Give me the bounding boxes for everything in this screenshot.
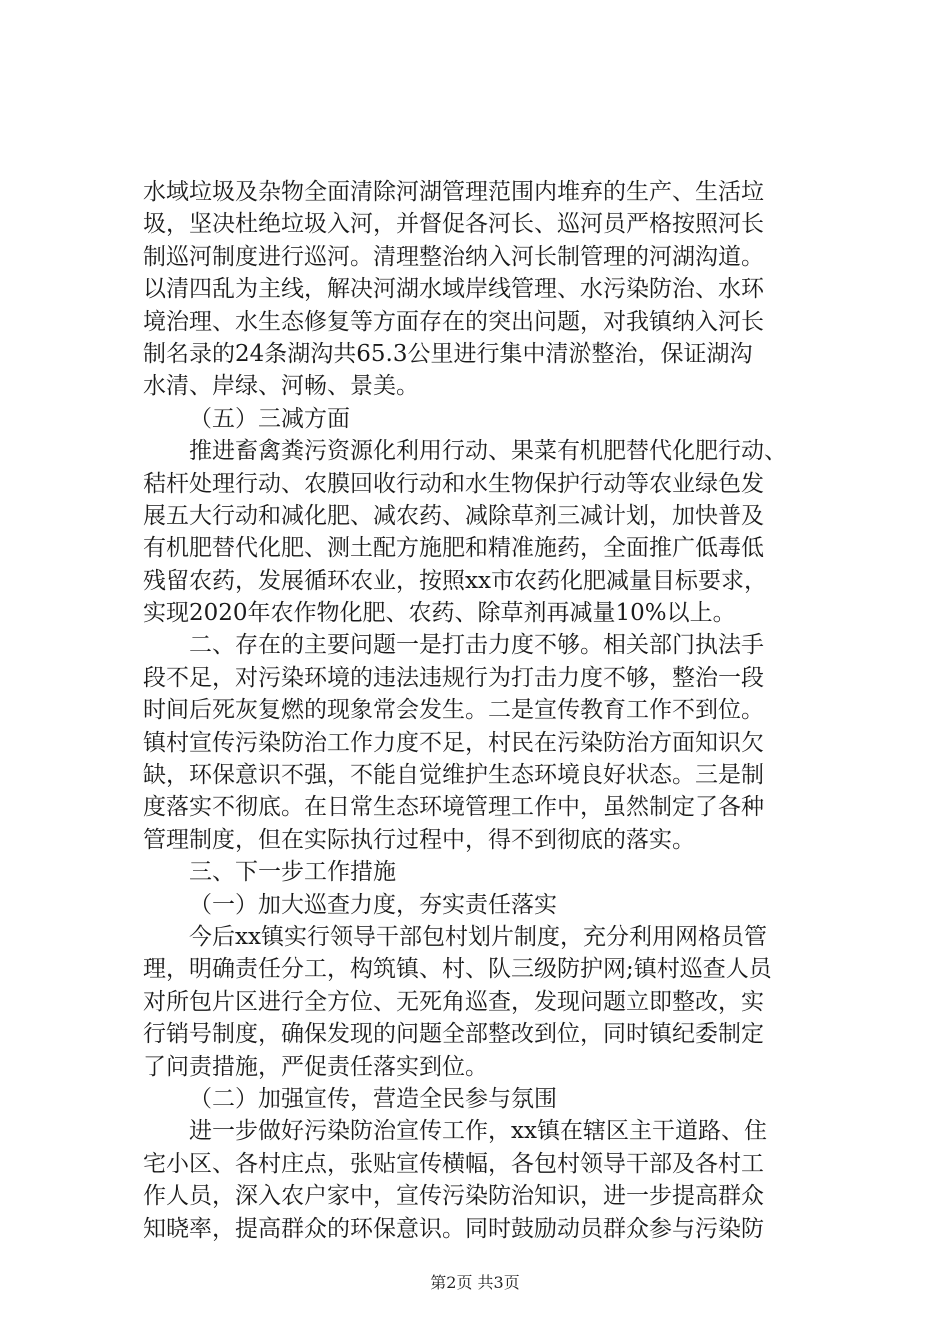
text-line: 圾，坚决杜绝垃圾入河，并督促各河长、巡河员严格按照河长 [143,211,764,238]
text-line: 时间后死灰复燃的现象常会发生。二是宣传教育工作不到位。 [143,697,764,724]
section-heading: （一）加大巡查力度，夯实责任落实 [189,891,557,918]
text-line: 宅小区、各村庄点，张贴宣传横幅，各包村领导干部及各村工 [143,1150,764,1177]
text-line: 度落实不彻底。在日常生态环境管理工作中，虽然制定了各种 [143,794,764,821]
text-line: 水域垃圾及杂物全面清除河湖管理范围内堆弃的生产、生活垃 [143,179,764,205]
text-line: 二、存在的主要问题一是打击力度不够。相关部门执法手 [189,632,764,659]
text-line: 作人员，深入农户家中，宣传污染防治知识，进一步提高群众 [143,1183,764,1210]
section-heading: 三、下一步工作措施 [189,859,396,886]
text-line: 今后xx镇实行领导干部包村划片制度，充分利用网格员管 [189,923,767,950]
text-line: 管理制度，但在实际执行过程中，得不到彻底的落实。 [143,826,695,853]
text-line: 实现2020年农作物化肥、农药、除草剂再减量10%以上。 [143,600,736,627]
section-heading: （五）三减方面 [189,405,350,432]
text-line: 展五大行动和减化肥、减农药、减除草剂三减计划，加快普及 [143,502,764,529]
page-number-footer: 第2页 共3页 [430,1273,520,1292]
text-line: 残留农药，发展循环农业，按照xx市农药化肥减量目标要求， [143,567,767,594]
text-line: 知晓率，提高群众的环保意识。同时鼓励动员群众参与污染防 [143,1215,764,1242]
text-line: 以清四乱为主线，解决河湖水域岸线管理、水污染防治、水环 [143,276,764,303]
text-line: 理，明确责任分工，构筑镇、村、队三级防护网;镇村巡查人员 [143,956,772,983]
text-line: 水清、岸绿、河畅、景美。 [143,373,419,400]
text-line: 对所包片区进行全方位、无死角巡查，发现问题立即整改，实 [143,988,764,1015]
text-line: 进一步做好污染防治宣传工作，xx镇在辖区主干道路、住 [189,1118,767,1145]
text-line: 镇村宣传污染防治工作力度不足，村民在污染防治方面知识欠 [143,729,764,756]
text-line: 境治理、水生态修复等方面存在的突出问题，对我镇纳入河长 [143,308,764,335]
text-line: 有机肥替代化肥、测土配方施肥和精准施药，全面推广低毒低 [143,535,764,562]
text-line: 制名录的24条湖沟共65.3公里进行集中清淤整治，保证湖沟 [143,340,753,367]
text-line: 制巡河制度进行巡河。清理整治纳入河长制管理的河湖沟道。 [143,243,764,270]
section-heading: （二）加强宣传，营造全民参与氛围 [189,1085,557,1112]
text-line: 段不足，对污染环境的违法违规行为打击力度不够，整治一段 [143,664,764,691]
document-body [143,176,833,1245]
text-line: 缺，环保意识不强，不能自觉维护生态环境良好状态。三是制 [143,762,764,789]
text-line: 推进畜禽粪污资源化利用行动、果菜有机肥替代化肥行动、 [189,438,787,465]
text-line: 行销号制度，确保发现的问题全部整改到位，同时镇纪委制定 [143,1021,764,1048]
text-line: 了问责措施，严促责任落实到位。 [143,1053,488,1080]
text-line: 秸杆处理行动、农膜回收行动和水生物保护行动等农业绿色发 [143,470,764,497]
